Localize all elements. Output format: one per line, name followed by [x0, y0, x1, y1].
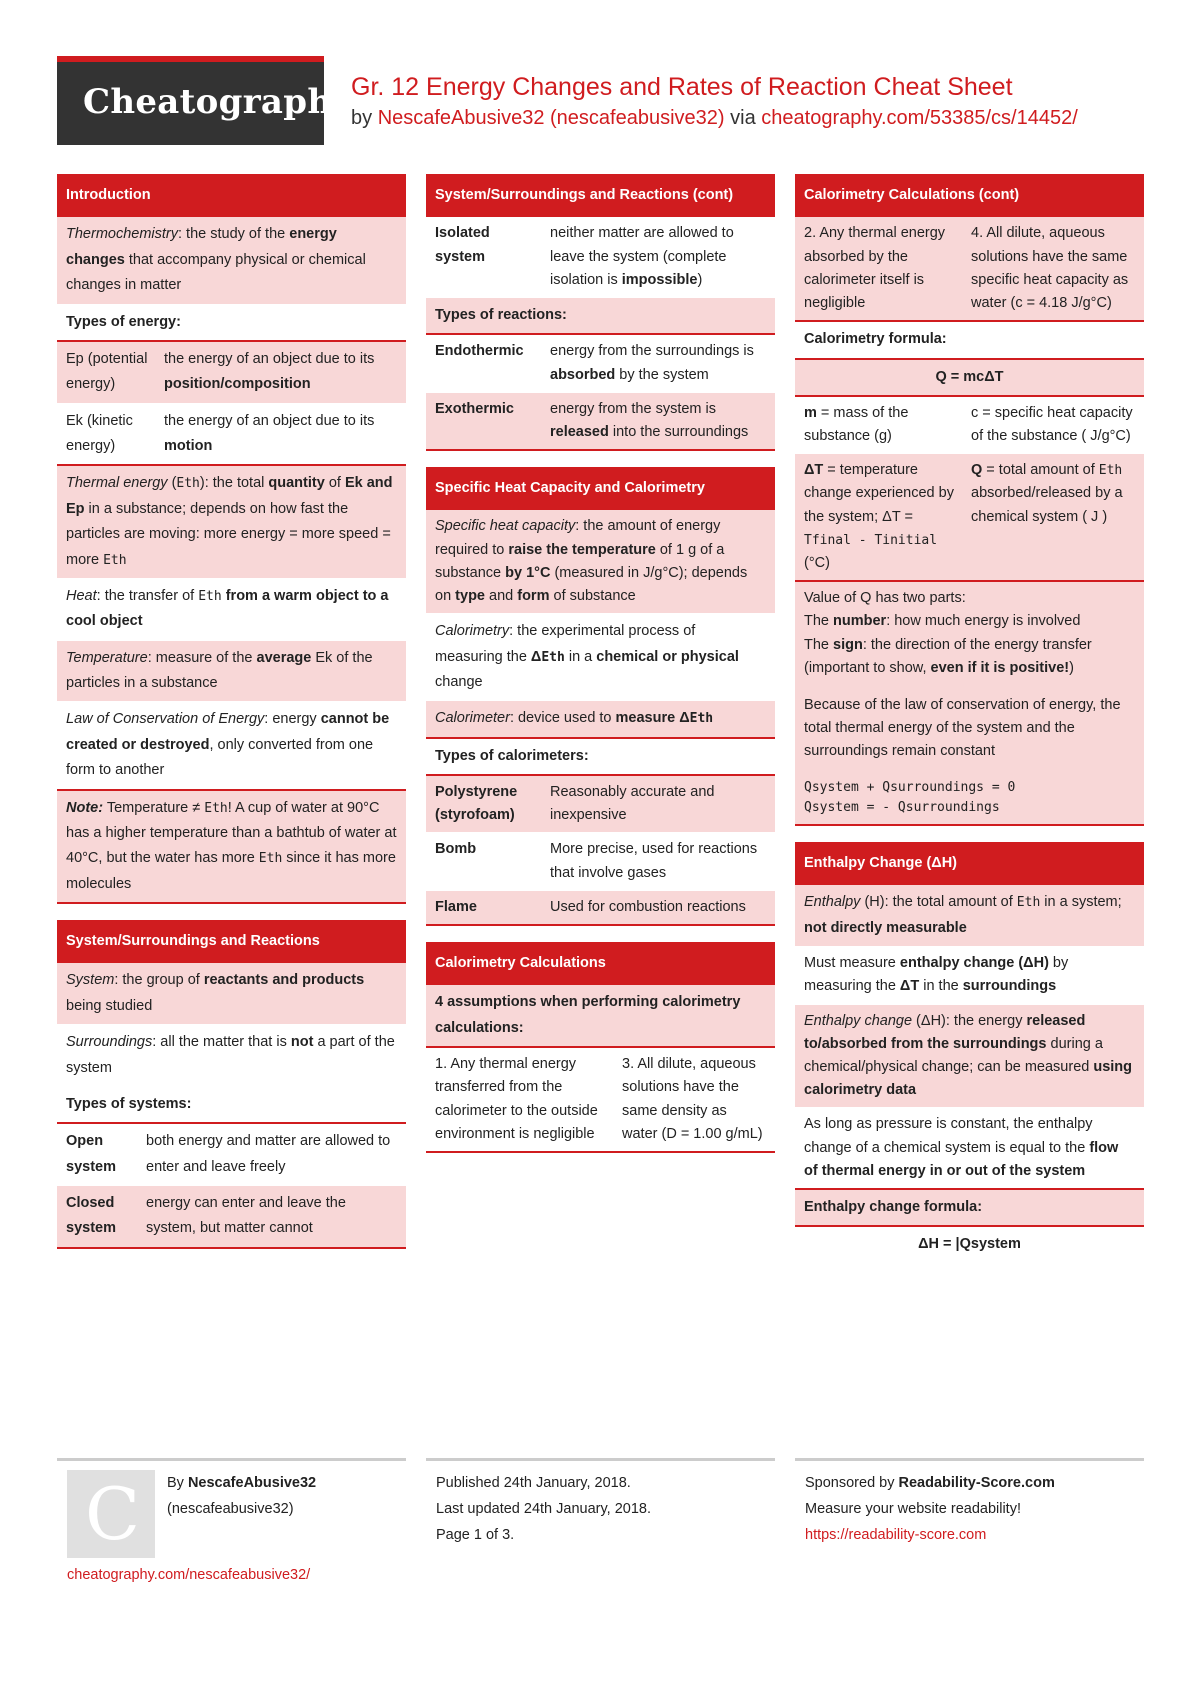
polystyrene-row: Polystyrene (styrofoam) Reasonably accurate and inexpensive	[426, 776, 775, 833]
dt-q-defs-row: ΔT = temperature change experienced by the system; ΔT = Tfinal - Tinitial (°C) Q = total amount of Eth absorbed/released by a chemical system ( J )	[795, 454, 1144, 582]
footer-divider-2	[426, 1458, 775, 1461]
column-2	[426, 174, 775, 1169]
updated-date: Last updated 24th January, 2018.	[436, 1501, 651, 1518]
section-title-system: System/Surroundings and Reactions	[57, 920, 406, 963]
footer-divider-3	[795, 1458, 1144, 1461]
bomb-row: Bomb More precise, used for reactions that involve gases	[426, 833, 775, 890]
q-equation-1: Qsystem + Qsurroundings = 0	[804, 779, 1016, 795]
author-profile-link[interactable]: cheatography.com/nescafeabusive32/	[67, 1567, 311, 1583]
open-system-row: Open system both energy and matter are allowed to enter and leave freely	[57, 1124, 406, 1186]
measure-enthalpy-change: Must measure enthalpy change (ΔH) by measuring the ΔT in the surroundings	[795, 947, 1144, 1004]
ep-row: Ep (potential energy) the energy of an object due to its position/composition	[57, 342, 406, 404]
section-title-introduction: Introduction	[57, 174, 406, 217]
calorimetry-formula: Q = mcΔT	[795, 360, 1144, 397]
conservation-law-def: Law of Conservation of Energy: energy cannot be created or destroyed, only converted from one form to another	[57, 702, 406, 790]
calorimetry-calc-section	[426, 942, 775, 1153]
sponsor-name[interactable]: Readability-Score.com	[898, 1475, 1055, 1491]
author-byline: By NescafeAbusive32	[167, 1475, 317, 1491]
system-def: System: the group of reactants and products being studied	[57, 963, 406, 1025]
temperature-note: Note: Temperature ≠ Eth! A cup of water at 90°C has a higher temperature than a bathtub of water at 40°C, but the water has more Eth since it has more molecules	[57, 791, 406, 905]
enthalpy-change-def: Enthalpy change (ΔH): the energy released to/absorbed from the surroundings during a chemical/physical change; can be measured using calorimetry data	[795, 1005, 1144, 1109]
specific-heat-def: Specific heat capacity: the amount of energy required to raise the temperature of 1 g of a substance by 1°C (measured in J/g°C); depends on type and form of substance	[426, 510, 775, 614]
author-handle: (nescafeabusive32)	[167, 1501, 294, 1518]
column-1	[57, 174, 406, 1265]
heat-def: Heat: the transfer of Eth from a warm object to a cool object	[57, 579, 406, 641]
flame-row: Flame Used for combustion reactions	[426, 891, 775, 926]
thermochemistry-def: Thermochemistry: the study of the energy changes that accompany physical or chemical changes in matter	[57, 217, 406, 304]
calorimetry-cont-section	[795, 174, 1144, 826]
logo-text: Cheatography	[83, 82, 353, 122]
thermal-energy-def: Thermal energy (Eth): the total quantity of Ek and Ep in a substance; depends on how fast the particles are moving: more energy = more speed = more Eth	[57, 466, 406, 579]
system-surroundings-section	[57, 920, 406, 1249]
section-title-specific-heat: Specific Heat Capacity and Calorimetry	[426, 467, 775, 510]
enthalpy-def: Enthalpy (H): the total amount of Eth in a system; not directly measurable	[795, 885, 1144, 947]
specific-heat-section	[426, 467, 775, 926]
by-word: by	[351, 107, 373, 129]
introduction-section	[57, 174, 406, 904]
section-title-calorimetry-cont: Calorimetry Calculations (cont)	[795, 174, 1144, 217]
sponsor-info	[805, 1470, 1055, 1548]
cheatography-logo[interactable]	[57, 56, 353, 145]
isolated-system-row: Isolated system neither matter are allowed to leave the system (complete isolation is impossible)	[426, 217, 775, 298]
byline	[351, 107, 1078, 130]
types-of-calorimeters-label: Types of calorimeters:	[426, 739, 775, 776]
types-of-systems-label: Types of systems:	[57, 1087, 406, 1124]
types-of-energy-label: Types of energy:	[57, 305, 406, 342]
ek-row: Ek (kinetic energy) the energy of an object due to its motion	[57, 404, 406, 467]
surroundings-def: Surroundings: all the matter that is not a part of the system	[57, 1025, 406, 1087]
constant-pressure-note: As long as pressure is constant, the enthalpy change of a chemical system is equal to the flow of thermal energy in or out of the system	[795, 1108, 1144, 1190]
sponsor-link[interactable]: https://readability-score.com	[805, 1527, 987, 1544]
calorimetry-def: Calorimetry: the experimental process of measuring the ΔEth in a chemical or physical change	[426, 614, 775, 701]
enthalpy-formula: ΔH = |Qsystem	[795, 1227, 1144, 1263]
publish-info	[436, 1470, 651, 1548]
author-name[interactable]: NescafeAbusive32	[187, 1475, 317, 1491]
m-c-defs-row: m = mass of the substance (g) c = specific heat capacity of the substance ( J/g°C)	[795, 397, 1144, 454]
section-title-calorimetry: Calorimetry Calculations	[426, 942, 775, 985]
q-sign-part: The sign: the direction of the energy transfer (important to show, even if it is positive!)	[804, 636, 1092, 676]
enthalpy-section	[795, 842, 1144, 1264]
enthalpy-formula-label: Enthalpy change formula:	[795, 1190, 1144, 1227]
author-info	[167, 1470, 316, 1522]
temperature-def: Temperature: measure of the average Ek of the particles in a substance	[57, 641, 406, 703]
page-title: Gr. 12 Energy Changes and Rates of Reaction Cheat Sheet	[351, 73, 1013, 101]
conservation-statement: Because of the law of conservation of energy, the total thermal energy of the system and the surroundings remain constant	[804, 696, 1121, 760]
column-3	[795, 174, 1144, 1280]
author-link[interactable]: NescafeAbusive32 (nescafeabusive32)	[377, 107, 725, 129]
q-value-explanation	[795, 582, 1144, 826]
published-date: Published 24th January, 2018.	[436, 1475, 631, 1491]
system-cont-section	[426, 174, 775, 451]
assumptions-label: 4 assumptions when performing calorimetry calculations:	[426, 985, 775, 1048]
sheet-url-link[interactable]: cheatography.com/53385/cs/14452/	[761, 107, 1078, 129]
q-equation-2: Qsystem = - Qsurroundings	[804, 800, 1000, 816]
sponsor-line: Sponsored by Readability-Score.com	[805, 1475, 1055, 1491]
assumptions-row-2: 2. Any thermal energy absorbed by the calorimeter itself is negligible 4. All dilute, aqueous solutions have the same specific heat capacity as water (c = 4.18 J/g°C)	[795, 217, 1144, 322]
closed-system-row: Closed system energy can enter and leave the system, but matter cannot	[57, 1186, 406, 1249]
q-value-label: Value of Q has two parts:	[804, 590, 966, 607]
calorimetry-formula-label: Calorimetry formula:	[795, 322, 1144, 359]
sponsor-tagline: Measure your website readability!	[805, 1501, 1021, 1518]
author-avatar[interactable]: C	[67, 1470, 155, 1558]
types-of-reactions-label: Types of reactions:	[426, 298, 775, 335]
assumptions-row-1: 1. Any thermal energy transferred from the calorimeter to the outside environment is negligible 3. All dilute, aqueous solutions have the same density as water (D = 1.00 g/mL)	[426, 1048, 775, 1153]
endothermic-row: Endothermic energy from the surroundings is absorbed by the system	[426, 335, 775, 392]
calorimeter-def: Calorimeter: device used to measure ΔEth	[426, 701, 775, 738]
exothermic-row: Exothermic energy from the system is released into the surroundings	[426, 393, 775, 451]
q-number-part: The number: how much energy is involved	[804, 613, 1081, 630]
section-title-system-cont: System/Surroundings and Reactions (cont)	[426, 174, 775, 217]
via-word: via	[730, 107, 756, 129]
footer-divider-1	[57, 1458, 406, 1461]
page-number: Page 1 of 3.	[436, 1527, 515, 1544]
section-title-enthalpy: Enthalpy Change (ΔH)	[795, 842, 1144, 885]
